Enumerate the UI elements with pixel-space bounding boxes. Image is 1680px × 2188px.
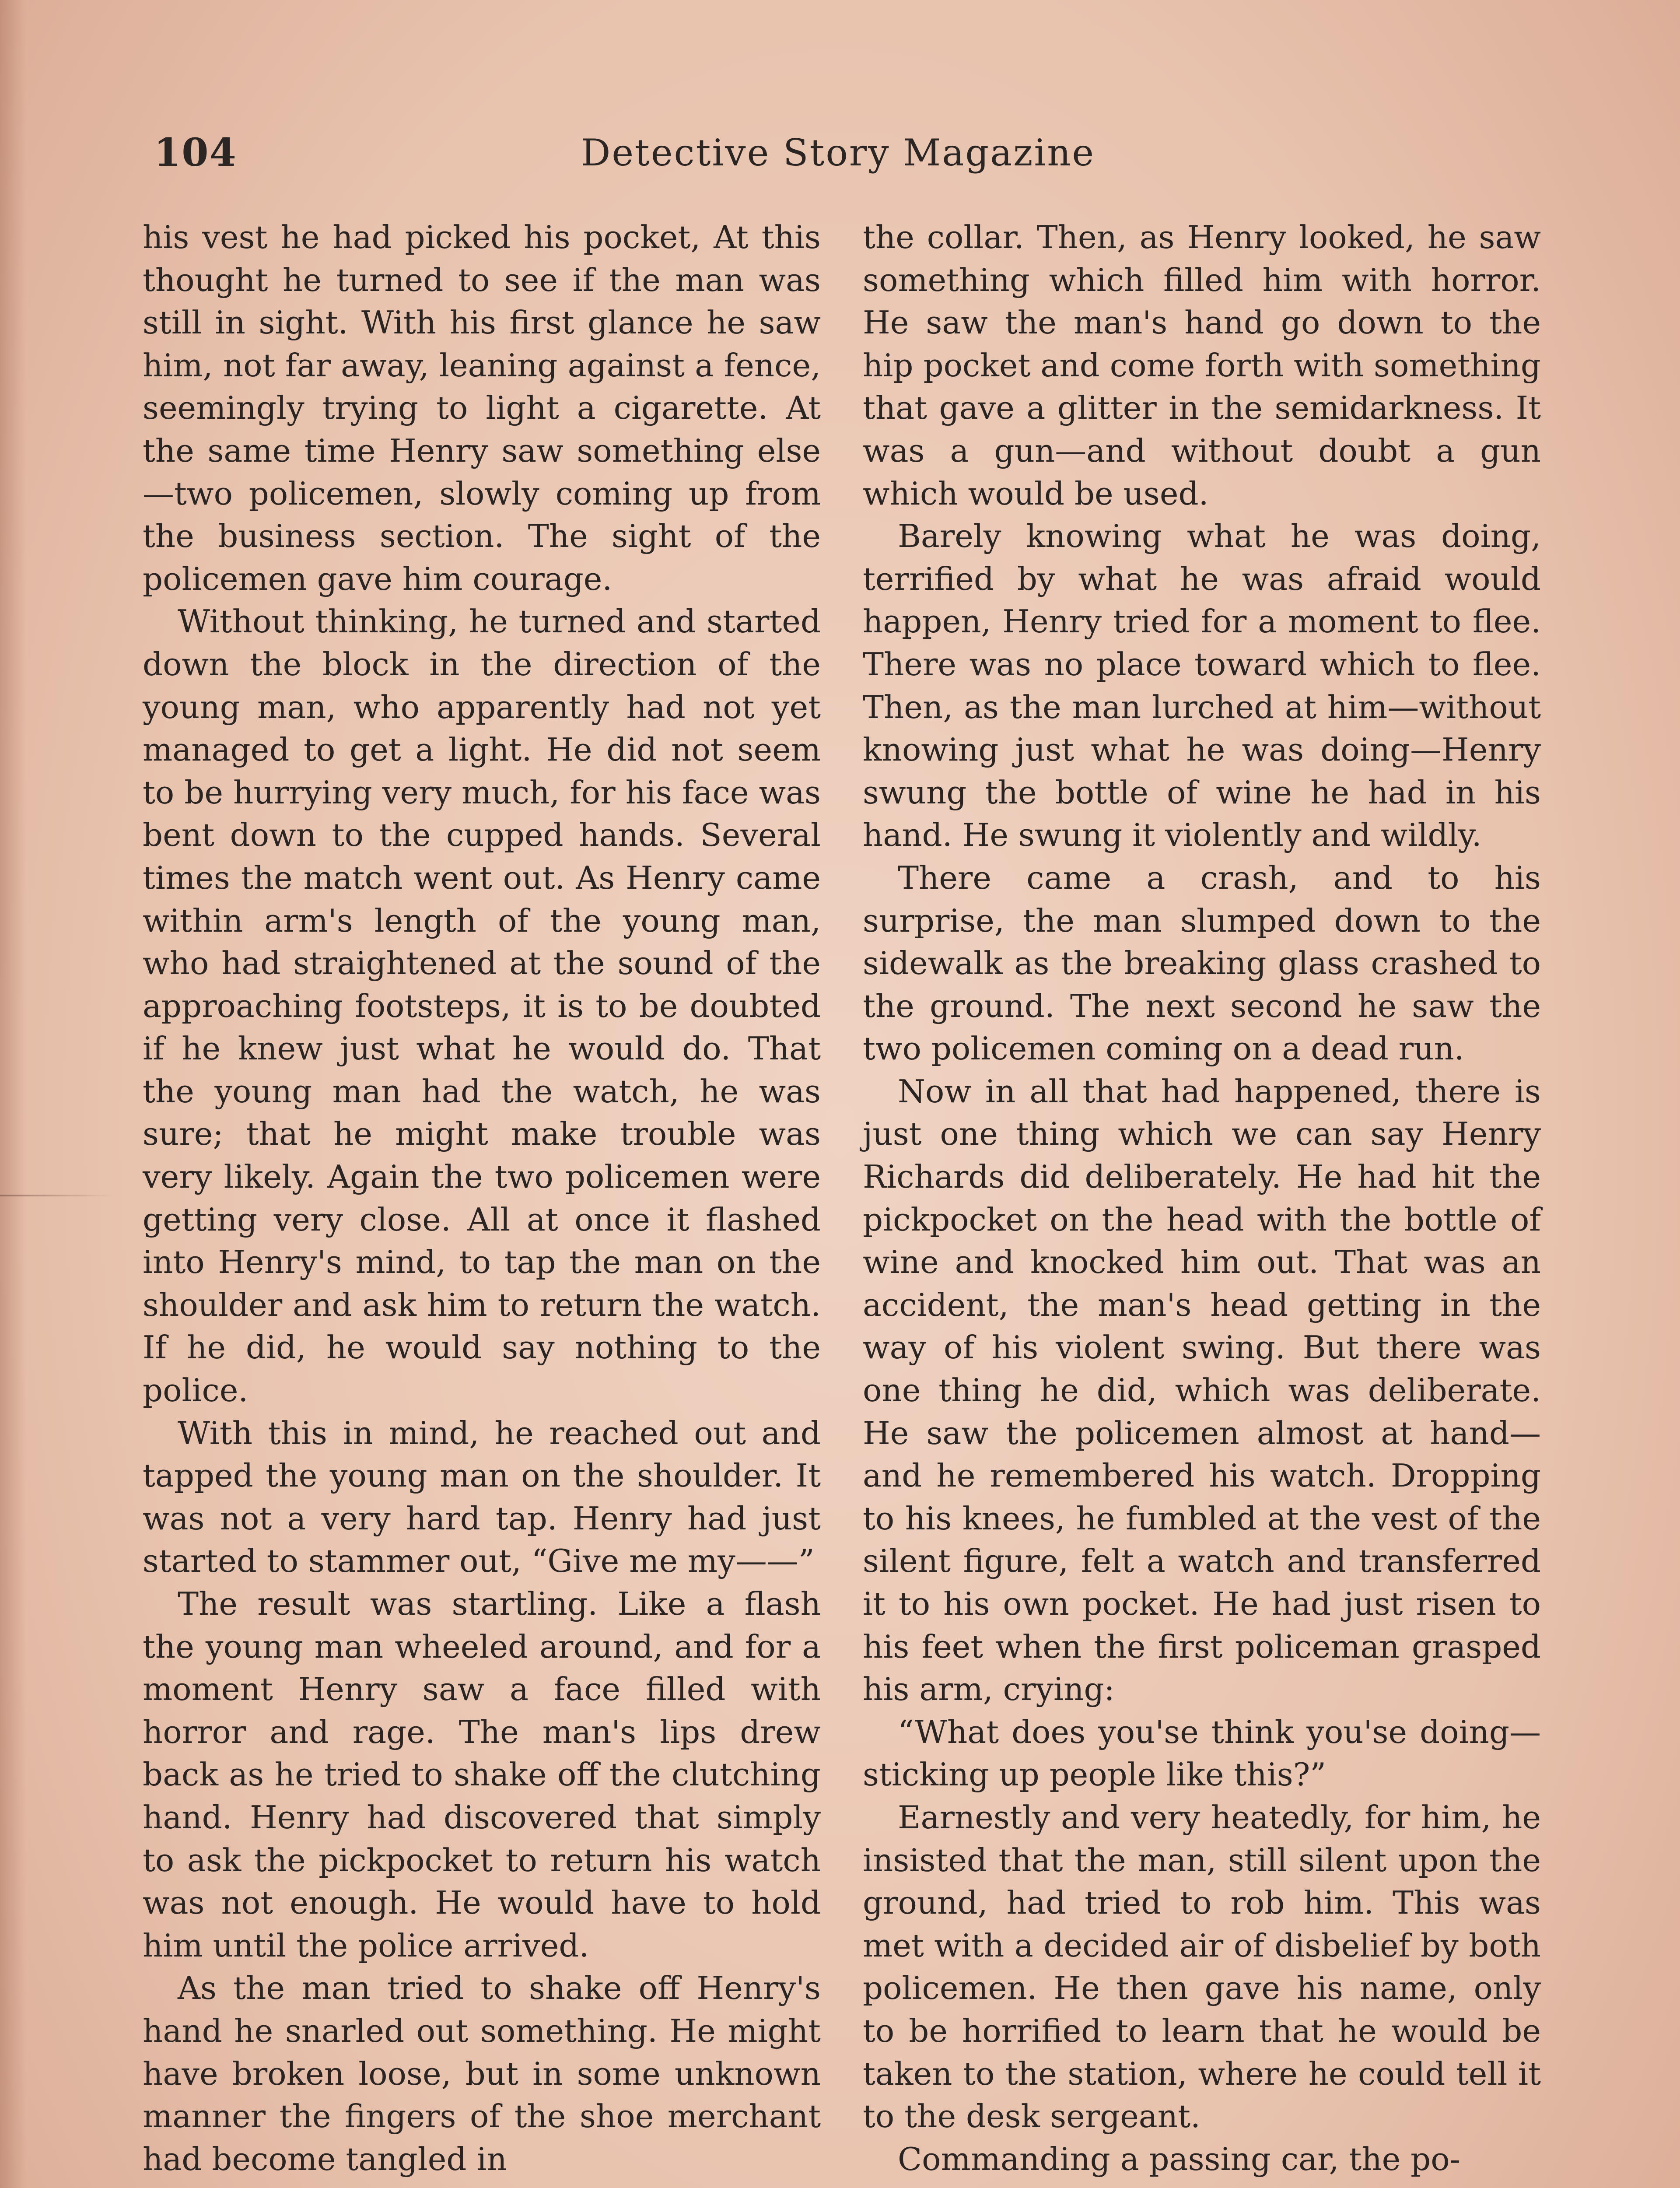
paragraph: The result was startling. Like a flash the young man wheeled around, and for a moment Henry saw a face filled with horror and rage. The man's lips drew back as he tried to shake off the clutching hand. Henry had discovered that simply to ask the pickpocket to return his watch was not enough. He would have to hold him until the police arrived. [143,1585,821,1964]
paragraph: the collar. Then, as Henry looked, he saw something which filled him with horror. He saw the man's hand go down to the hip pocket and come forth with something that gave a glitter in the semidarkness. It was a gun—and without doubt a gun which would be used. [863,219,1541,512]
right-text-column [863,216,1541,2181]
paragraph: Earnestly and very heatedly, for him, he insisted that the man, still silent upon the ground, had tried to rob him. This was met with a decided air of disbelief by both policemen. He then gave his name, only to be horrified to learn that he would be taken to the station, where he could tell it to the desk sergeant. [863,1799,1541,2135]
paragraph: There came a crash, and to his surprise, the man slumped down to the sidewalk as the breaking glass crashed to the ground. The next second he saw the two policemen coming on a dead run. [863,859,1541,1067]
page-edge-shadow [0,0,26,2188]
paragraph: Barely knowing what he was doing, terrified by what he was afraid would happen, Henry tried for a moment to flee. There was no place toward which to flee. Then, as the man lurched at him—without knowing just what he was doing—Henry swung the bottle of wine he had in his hand. He swung it violently and wildly. [863,518,1541,854]
paragraph: “What does you'se think you'se doing—sticking up people like this?” [863,1713,1541,1793]
page-number: 104 [154,130,237,175]
paragraph: Without thinking, he turned and started down the block in the direction of the young man, who apparently had not yet managed to get a light. He did not seem to be hurrying very much, for his face was bent down to the cupped hands. Several times the match went out. As Henry came within arm's length of the young man, who had straightened at the sound of the approaching footsteps, it is to be doubted if he knew just what he would do. That the young man had the watch, he was sure; that he might make trouble was very likely. Again the two policemen were getting very close. All at once it flashed into Henry's mind, to tap the man on the shoulder and ask him to return the watch. If he did, he would say nothing to the police. [143,603,821,1409]
paragraph: As the man tried to shake off Henry's hand he snarled out something. He might have broken loose, but in some unknown manner the fingers of the shoe merchant had become tangled in [143,1970,821,2177]
paragraph: his vest he had picked his pocket, At this thought he turned to see if the man was still in sight. With his first glance he saw him, not far away, leaning against a fence, seemingly trying to light a cigarette. At the same time Henry saw something else—two policemen, slowly coming up from the business section. The sight of the policemen gave him courage. [143,219,821,597]
running-head-title: Detective Story Magazine [581,131,1096,174]
paragraph: Now in all that had happened, there is just one thing which we can say Henry Richards did deliberately. He had hit the pickpocket on the head with the bottle of wine and knocked him out. That was an accident, the man's head getting in the way of his violent swing. But there was one thing he did, which was deliberate. He saw the policemen almost at hand—and he remembered his watch. Dropping to his knees, he fumbled at the vest of the silent figure, felt a watch and transferred it to his own pocket. He had just risen to his feet when the first policeman grasped his arm, crying: [863,1073,1541,1708]
paper-crease [0,1195,114,1196]
left-text-column [143,216,821,2181]
paragraph: With this in mind, he reached out and tapped the young man on the shoulder. It was not a very hard tap. Henry had just started to stammer out, “Give me my——” [143,1414,821,1580]
paragraph: Commanding a passing car, the po- [898,2140,1460,2177]
